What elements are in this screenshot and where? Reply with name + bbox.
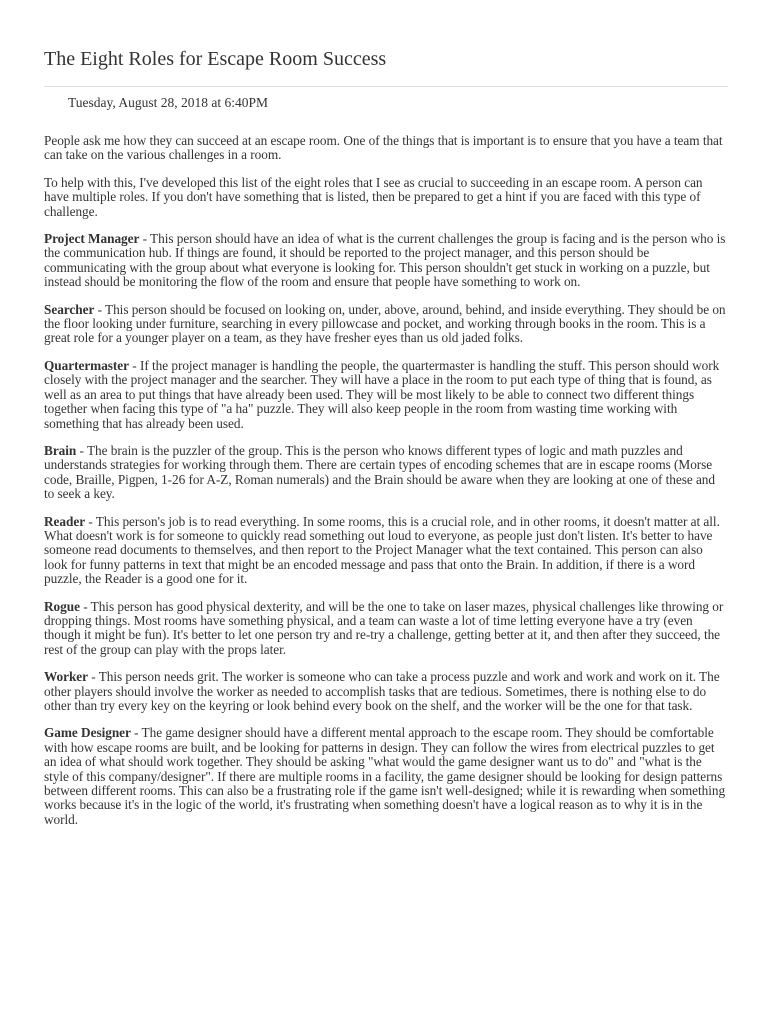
role-description: - The brain is the puzzler of the group. This is the person who knows different types of logic and math puzzles and understands strategies for working through them. There are certain types of encoding schemes that are in escape rooms (Morse code, Braille, Pigpen, 1-26 for A-Z, Roman numerals) and the Brain should be aware when they are looking at one of these and to seek a key. [44,442,716,502]
role-name: Searcher [44,301,95,317]
role-name: Game Designer [44,725,131,741]
post-title: The Eight Roles for Escape Room Success [44,48,387,70]
role-description: - This person should have an idea of what is the current challenges the group is facing and is the person who is the communication hub. If things are found, it should be reported to the project manager, and this person should be communicating with the group about what everyone is looking for. This person shouldn't get stuck in working on a puzzle, but instead should be monitoring the flow of the room and ensure that people have something to work on. [44,231,726,290]
title-divider [44,86,728,87]
role-brain [44,444,728,502]
role-quartermaster [44,359,728,431]
role-game-designer [44,726,728,827]
intro-paragraph-1: People ask me how they can succeed at an escape room. One of the things that is important is to ensure that you have a team that can take on the various challenges in a room. [44,133,723,163]
role-worker [44,670,728,713]
role-description: - If the project manager is handling the people, the quartermaster is handling the stuff. This person should work closely with the project manager and the searcher. They will have a place in the room to put each type of thing that is found, as well as an area to put things that have already been used. They will be most likely to be able to connect two different things together when facing this type of "a ha" puzzle. They will also keep people in the room from wasting time working with something that has already been used. [44,357,720,431]
role-project-manager [44,232,728,290]
role-description: - This person should be focused on looking on, under, above, around, behind, and inside everything. They should be on the floor looking under furniture, searching in every pillowcase and pocket, and working through books in the room. This is a great role for a younger player on a team, as they have fresher eyes than us old jaded folks. [44,301,726,346]
role-rogue [44,600,728,658]
role-reader [44,515,728,587]
post-date: Tuesday, August 28, 2018 at 6:40PM [68,95,269,110]
role-name: Brain [44,442,77,458]
role-description: - This person's job is to read everything. In some rooms, this is a crucial role, and in other rooms, it doesn't matter at all. What doesn't work is for someone to quickly read something out loud to everyone, as people just don't listen. It's better to have someone read documents to themselves, and then report to the Project Manager what the text contained. This person can also look for funny patterns in text that might be an encoded message and pass that onto the Brain. In addition, if there is a word puzzle, the Reader is a good one for it. [44,513,720,587]
role-description: - This person needs grit. The worker is someone who can take a process puzzle and work and work and work on it. The other players should involve the worker as needed to accomplish tasks that are tedious. Sometimes, there is nothing else to do other than try every key on the keyring or look behind every book on the shelf, and the worker will be the one for that task. [44,669,720,713]
intro-paragraph-2: To help with this, I've developed this list of the eight roles that I see as crucial to succeeding in an escape room. A person can have multiple roles. If you don't have something that is listed, then be prepared to get a hint if you are faced with this type of challenge. [44,174,703,219]
role-name: Quartermaster [44,357,130,373]
role-description: - The game designer should have a different mental approach to the escape room. They should be comfortable with how escape rooms are built, and be looking for patterns in design. They can follow the wires from electrical puzzles to get an idea of what should work together. They should be asking "what would the game designer want us to do" and "what is the style of this company/designer". If there are multiple rooms in a facility, the game designer should be looking for design patterns between different rooms. This can also be a frustrating role if the game isn't well-designed; while it is rewarding when something works because it's in the logic of the world, it's frustrating when something doesn't have a logical reason as to why it is in the world. [44,725,726,827]
role-description: - This person has good physical dexterity, and will be the one to take on laser mazes, physical challenges like throwing or dropping things. Most rooms have something physical, and a team can waste a lot of time letting everyone have a try (even though it might be fun). It's better to let one person try and re-try a challenge, getting better at it, and then after they succeed, the rest of the group can play with the props later. [44,598,724,657]
role-name: Worker [44,669,89,685]
role-name: Project Manager [44,231,140,247]
role-searcher [44,303,728,346]
role-name: Rogue [44,598,80,614]
post-body [44,134,728,827]
role-name: Reader [44,513,86,529]
